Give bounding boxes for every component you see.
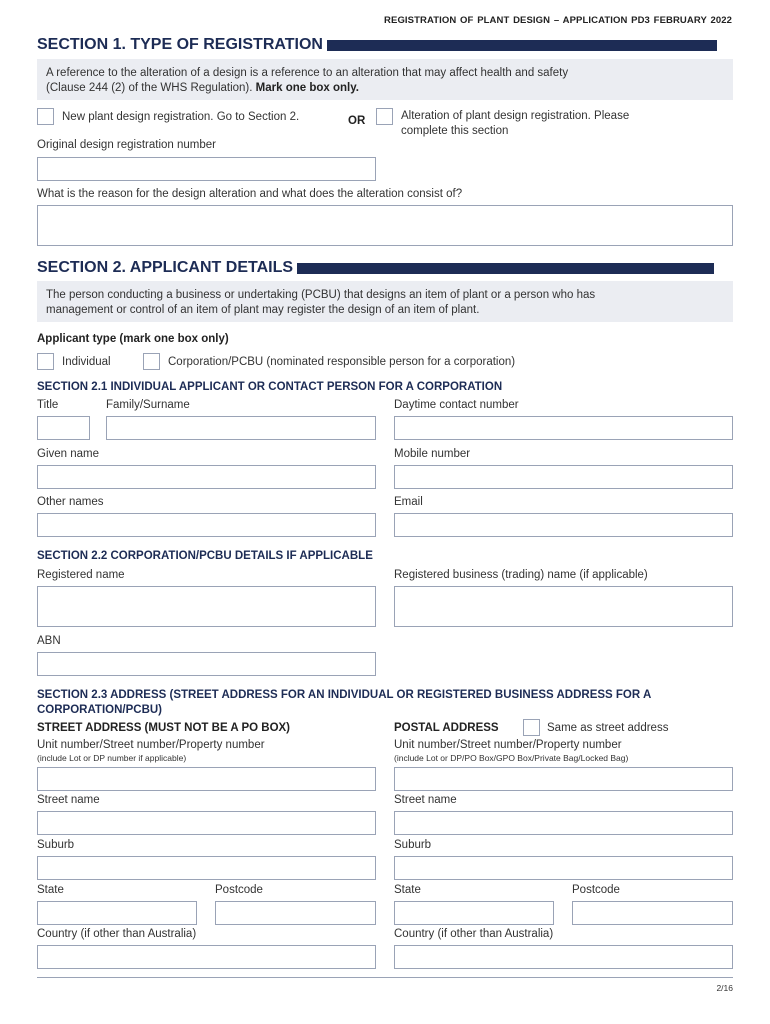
corporation-checkbox[interactable] — [143, 353, 160, 370]
reason-label: What is the reason for the design alteration and what does the alteration consist of? — [37, 188, 463, 200]
postal-unit-label: Unit number/Street number/Property number — [394, 739, 622, 751]
postal-unit-hint: (include Lot or DP/PO Box/GPO Box/Private Bag/Locked Bag) — [394, 753, 629, 763]
street-postcode-label: Postcode — [215, 884, 263, 896]
section-1-info-line1: A reference to the alteration of a design is a reference to an alteration that may affect health and safety — [46, 67, 569, 79]
postal-street-name-label: Street name — [394, 794, 457, 806]
reason-field[interactable] — [37, 205, 733, 246]
individual-checkbox[interactable] — [37, 353, 54, 370]
same-as-street-checkbox[interactable] — [523, 719, 540, 736]
section-1-info-text: (Clause 244 (2) of the WHS Regulation). — [46, 82, 253, 94]
trading-name-label: Registered business (trading) name (if applicable) — [394, 569, 648, 581]
section-2-3-title-line1: SECTION 2.3 ADDRESS (STREET ADDRESS FOR AN INDIVIDUAL OR REGISTERED BUSINESS ADDRESS FOR A — [37, 689, 652, 701]
street-country-field[interactable] — [37, 945, 376, 969]
page-number: 2/16 — [716, 983, 733, 993]
section-2-2-title: SECTION 2.2 CORPORATION/PCBU DETAILS IF APPLICABLE — [37, 550, 373, 562]
section-2-info-line2: management or control of an item of plant may register the design of an item of plant. — [46, 304, 480, 316]
corporation-label: Corporation/PCBU (nominated responsible person for a corporation) — [168, 356, 516, 368]
section-2-1-title: SECTION 2.1 INDIVIDUAL APPLICANT OR CONTACT PERSON FOR A CORPORATION — [37, 381, 503, 393]
street-name-label: Street name — [37, 794, 100, 806]
section-2-3-title-line2: CORPORATION/PCBU) — [37, 704, 163, 716]
postal-country-field[interactable] — [394, 945, 733, 969]
email-label: Email — [394, 496, 423, 508]
postal-street-name-field[interactable] — [394, 811, 733, 835]
postal-postcode-label: Postcode — [572, 884, 620, 896]
street-unit-field[interactable] — [37, 767, 376, 791]
street-state-field[interactable] — [37, 901, 197, 925]
section-1-title — [37, 36, 717, 54]
document-header: REGISTRATION OF PLANT DESIGN – APPLICATION PD3 FEBRUARY 2022 — [384, 15, 732, 26]
postal-unit-field[interactable] — [394, 767, 733, 791]
alteration-label-line2: complete this section — [401, 125, 509, 137]
street-postcode-field[interactable] — [215, 901, 376, 925]
surname-field[interactable] — [106, 416, 376, 440]
registered-name-label: Registered name — [37, 569, 125, 581]
section-2-info-box — [37, 281, 733, 322]
postal-suburb-field[interactable] — [394, 856, 733, 880]
abn-field[interactable] — [37, 652, 376, 676]
original-number-field[interactable] — [37, 157, 376, 181]
trading-name-field[interactable] — [394, 586, 733, 627]
alteration-checkbox[interactable] — [376, 108, 393, 125]
same-as-street-label: Same as street address — [547, 722, 669, 734]
given-name-field[interactable] — [37, 465, 376, 489]
registered-name-field[interactable] — [37, 586, 376, 627]
email-field[interactable] — [394, 513, 733, 537]
street-suburb-field[interactable] — [37, 856, 376, 880]
section-2-title — [37, 259, 714, 277]
other-names-field[interactable] — [37, 513, 376, 537]
street-country-label: Country (if other than Australia) — [37, 928, 197, 940]
postal-suburb-label: Suburb — [394, 839, 432, 851]
new-design-checkbox[interactable] — [37, 108, 54, 125]
footer-divider — [37, 977, 733, 978]
applicant-type-label: Applicant type (mark one box only) — [37, 333, 229, 345]
postal-state-field[interactable] — [394, 901, 554, 925]
postal-state-label: State — [394, 884, 421, 896]
mobile-label: Mobile number — [394, 448, 471, 460]
street-state-label: State — [37, 884, 64, 896]
original-number-label: Original design registration number — [37, 139, 216, 151]
street-name-field[interactable] — [37, 811, 376, 835]
section-2-info-line1: The person conducting a business or undertaking (PCBU) that designs an item of plant or a person who has — [46, 289, 596, 301]
street-unit-hint: (include Lot or DP number if applicable) — [37, 753, 187, 763]
section-1-title-bar — [327, 40, 717, 51]
section-2-title-text: SECTION 2. APPLICANT DETAILS — [37, 259, 294, 276]
individual-label: Individual — [62, 356, 111, 368]
title-label: Title — [37, 399, 59, 411]
new-design-label: New plant design registration. Go to Section 2. — [62, 111, 300, 123]
title-field[interactable] — [37, 416, 90, 440]
daytime-field[interactable] — [394, 416, 733, 440]
other-names-label: Other names — [37, 496, 104, 508]
postal-address-heading: POSTAL ADDRESS — [394, 722, 499, 734]
alteration-label-line1: Alteration of plant design registration. Please — [401, 110, 630, 122]
section-2-title-bar — [297, 263, 714, 274]
street-address-heading: STREET ADDRESS (MUST NOT BE A PO BOX) — [37, 722, 291, 734]
section-1-info-box — [37, 59, 733, 100]
postal-country-label: Country (if other than Australia) — [394, 928, 554, 940]
or-label: OR — [348, 115, 366, 127]
abn-label: ABN — [37, 635, 61, 647]
surname-label: Family/Surname — [106, 399, 190, 411]
daytime-label: Daytime contact number — [394, 399, 519, 411]
mobile-field[interactable] — [394, 465, 733, 489]
section-1-info-line2 — [46, 81, 724, 96]
street-unit-label: Unit number/Street number/Property number — [37, 739, 265, 751]
given-name-label: Given name — [37, 448, 100, 460]
street-suburb-label: Suburb — [37, 839, 75, 851]
section-1-info-bold: Mark one box only. — [255, 82, 359, 94]
section-1-title-text: SECTION 1. TYPE OF REGISTRATION — [37, 36, 323, 53]
postal-postcode-field[interactable] — [572, 901, 733, 925]
